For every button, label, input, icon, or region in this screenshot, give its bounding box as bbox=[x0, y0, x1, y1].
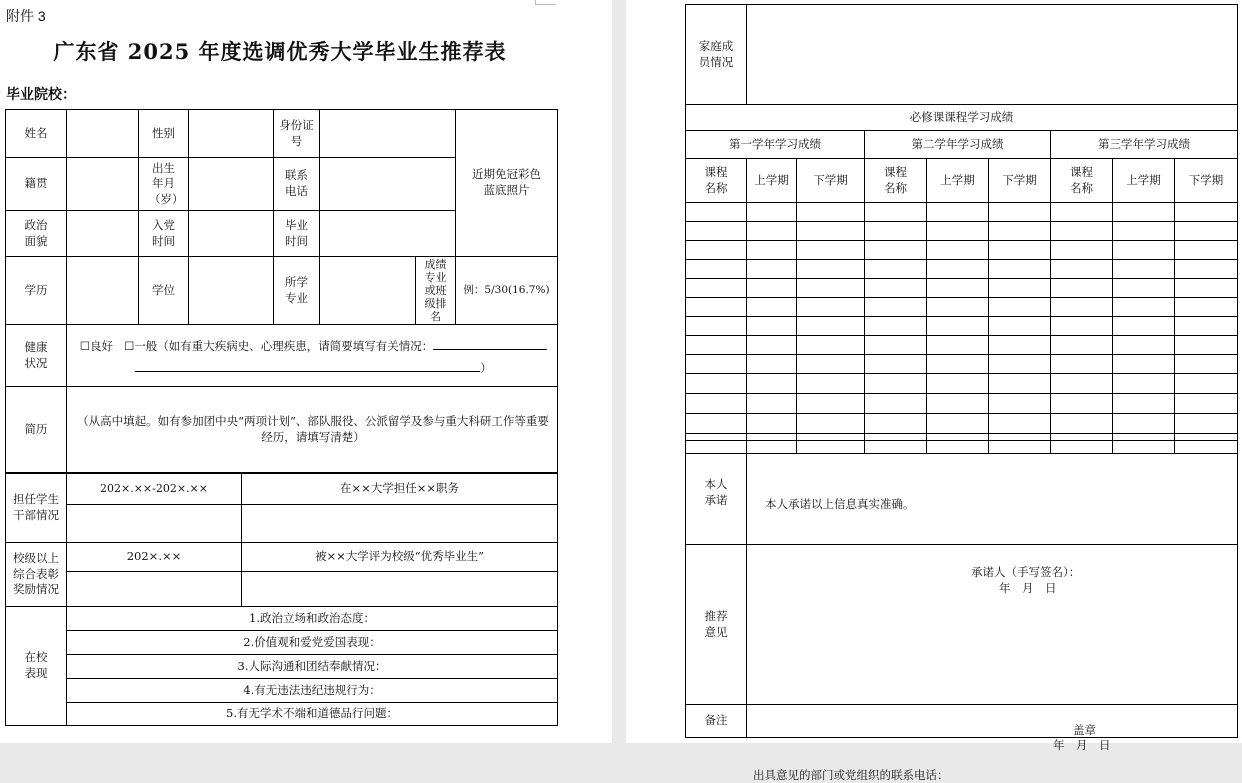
perf-item[interactable]: 4.有无违法违纪违规行为： bbox=[67, 679, 558, 703]
phone-label: 联系电话 bbox=[274, 158, 320, 211]
course-name-header: 课程名称 bbox=[1051, 159, 1113, 203]
course-cell[interactable] bbox=[865, 279, 927, 298]
course-cell[interactable] bbox=[797, 279, 865, 298]
course-cell[interactable] bbox=[1175, 203, 1238, 222]
course-cell[interactable] bbox=[1051, 414, 1113, 434]
course-cell[interactable] bbox=[747, 203, 797, 222]
course-cell[interactable] bbox=[797, 298, 865, 317]
native-place-label: 籍贯 bbox=[6, 158, 67, 211]
course-cell[interactable] bbox=[1113, 279, 1175, 298]
degree-field[interactable] bbox=[189, 257, 274, 325]
course-cell[interactable] bbox=[1175, 298, 1238, 317]
course-cell[interactable] bbox=[989, 222, 1051, 241]
course-cell[interactable] bbox=[747, 298, 797, 317]
attachment-label: 附件 3 bbox=[6, 6, 46, 26]
course-cell[interactable] bbox=[747, 414, 797, 434]
course-cell[interactable] bbox=[686, 222, 747, 241]
perf-item[interactable]: 1.政治立场和政治态度： bbox=[67, 607, 558, 631]
stamp-label: 盖章 bbox=[1073, 723, 1096, 739]
term2-header: 下学期 bbox=[797, 159, 865, 203]
course-cell[interactable] bbox=[1051, 374, 1113, 394]
course-cell[interactable] bbox=[927, 260, 989, 279]
cadre-period[interactable]: 202×.××-202×.×× bbox=[67, 474, 242, 505]
course-cell[interactable] bbox=[1051, 336, 1113, 355]
course-cell[interactable] bbox=[1175, 241, 1238, 260]
major-field[interactable] bbox=[320, 257, 416, 325]
resume-label: 简历 bbox=[6, 387, 67, 473]
cadre-duty-blank[interactable] bbox=[242, 505, 558, 543]
course-cell[interactable] bbox=[989, 298, 1051, 317]
course-cell[interactable] bbox=[989, 260, 1051, 279]
course-rows bbox=[686, 203, 1238, 454]
course-cell[interactable] bbox=[797, 241, 865, 260]
course-cell[interactable] bbox=[1113, 203, 1175, 222]
term1-header: 上学期 bbox=[747, 159, 797, 203]
education-label: 学历 bbox=[6, 257, 67, 325]
name-label: 姓名 bbox=[6, 110, 67, 158]
year1-header: 第一学年学习成绩 bbox=[686, 131, 865, 159]
course-cell[interactable] bbox=[747, 336, 797, 355]
course-cell[interactable] bbox=[686, 298, 747, 317]
health-label: 健康状况 bbox=[6, 325, 67, 387]
course-cell[interactable] bbox=[686, 203, 747, 222]
promisor-signature[interactable]: 承诺人（手写签名）： bbox=[971, 565, 1080, 581]
political-field[interactable] bbox=[67, 211, 139, 257]
term2-header: 下学期 bbox=[1175, 159, 1238, 203]
cadre-label: 担任学生干部情况 bbox=[6, 474, 67, 543]
course-cell[interactable] bbox=[686, 374, 747, 394]
personal-info-table bbox=[5, 109, 558, 473]
course-cell[interactable] bbox=[989, 279, 1051, 298]
perf-item[interactable]: 5.有无学术不端和道德品行问题： bbox=[67, 703, 558, 726]
performance-table bbox=[5, 606, 558, 726]
course-name-header: 课程名称 bbox=[686, 159, 747, 203]
course-cell[interactable] bbox=[1051, 279, 1113, 298]
course-cell[interactable] bbox=[927, 394, 989, 414]
course-cell[interactable] bbox=[1175, 414, 1238, 434]
course-cell[interactable] bbox=[797, 336, 865, 355]
term2-header: 下学期 bbox=[989, 159, 1051, 203]
course-cell[interactable] bbox=[1175, 222, 1238, 241]
checkbox-normal[interactable]: ☐ bbox=[124, 339, 134, 353]
health-good-label: 良好 bbox=[90, 339, 113, 353]
course-cell[interactable] bbox=[1051, 355, 1113, 374]
school-label: 毕业院校： bbox=[6, 84, 76, 104]
course-cell[interactable] bbox=[865, 298, 927, 317]
health-detail-line2[interactable] bbox=[135, 359, 480, 372]
birth-field[interactable] bbox=[189, 158, 274, 211]
course-cell[interactable] bbox=[865, 414, 927, 434]
course-cell[interactable] bbox=[989, 355, 1051, 374]
course-cell[interactable] bbox=[927, 336, 989, 355]
course-cell[interactable] bbox=[747, 279, 797, 298]
promise-label: 本人承诺 bbox=[686, 441, 747, 545]
cadre-duty[interactable]: 在××大学担任××职务 bbox=[242, 474, 558, 505]
recommend-date[interactable]: 年 月 日 bbox=[1053, 738, 1111, 754]
course-cell[interactable] bbox=[1113, 260, 1175, 279]
course-cell[interactable] bbox=[686, 279, 747, 298]
course-cell[interactable] bbox=[989, 336, 1051, 355]
course-cell[interactable] bbox=[927, 374, 989, 394]
native-place-field[interactable] bbox=[67, 158, 139, 211]
course-cell[interactable] bbox=[1175, 260, 1238, 279]
course-cell[interactable] bbox=[927, 355, 989, 374]
course-cell[interactable] bbox=[1175, 374, 1238, 394]
course-cell[interactable] bbox=[927, 298, 989, 317]
course-name-header: 课程名称 bbox=[865, 159, 927, 203]
course-cell[interactable] bbox=[686, 260, 747, 279]
course-cell[interactable] bbox=[747, 241, 797, 260]
course-cell[interactable] bbox=[1051, 203, 1113, 222]
course-cell[interactable] bbox=[686, 336, 747, 355]
perf-item[interactable]: 2.价值观和爱党爱国表现： bbox=[67, 631, 558, 655]
course-cell[interactable] bbox=[865, 241, 927, 260]
phone-field[interactable] bbox=[320, 158, 456, 211]
course-cell[interactable] bbox=[1051, 241, 1113, 260]
photo-box[interactable] bbox=[456, 110, 558, 257]
course-cell[interactable] bbox=[747, 260, 797, 279]
course-cell[interactable] bbox=[927, 414, 989, 434]
course-cell[interactable] bbox=[686, 414, 747, 434]
family-courses-table bbox=[685, 4, 1238, 454]
term1-header: 上学期 bbox=[1113, 159, 1175, 203]
course-cell[interactable] bbox=[797, 317, 865, 336]
course-cell[interactable] bbox=[865, 203, 927, 222]
birth-label: 出生年月（岁） bbox=[139, 158, 189, 211]
name-field[interactable] bbox=[67, 110, 139, 158]
course-cell[interactable] bbox=[1113, 298, 1175, 317]
course-cell[interactable] bbox=[1113, 394, 1175, 414]
course-cell[interactable] bbox=[1113, 241, 1175, 260]
activities-table bbox=[5, 473, 558, 607]
ranking-label: 成绩专业或班级排名 bbox=[416, 257, 456, 325]
course-cell[interactable] bbox=[989, 203, 1051, 222]
ranking-example[interactable]: 例：5/30(16.7%) bbox=[456, 257, 558, 325]
course-cell[interactable] bbox=[865, 260, 927, 279]
checkbox-good[interactable]: ☐ bbox=[80, 339, 90, 353]
course-cell[interactable] bbox=[1051, 394, 1113, 414]
promise-date[interactable]: 年 月 日 bbox=[999, 581, 1057, 597]
course-cell[interactable] bbox=[989, 414, 1051, 434]
family-field[interactable] bbox=[747, 5, 1238, 105]
recommend-label: 推荐意见 bbox=[686, 545, 747, 705]
course-cell[interactable] bbox=[989, 394, 1051, 414]
course-cell[interactable] bbox=[747, 317, 797, 336]
party-time-label: 入党时间 bbox=[139, 211, 189, 257]
course-cell[interactable] bbox=[989, 241, 1051, 260]
course-cell[interactable] bbox=[927, 241, 989, 260]
award-date[interactable]: 202×.×× bbox=[67, 543, 242, 572]
course-cell[interactable] bbox=[1113, 374, 1175, 394]
grad-time-field[interactable] bbox=[320, 211, 456, 257]
course-cell[interactable] bbox=[686, 394, 747, 414]
party-time-field[interactable] bbox=[189, 211, 274, 257]
award-date-blank[interactable] bbox=[67, 572, 242, 607]
political-label: 政治面貌 bbox=[6, 211, 67, 257]
course-cell[interactable] bbox=[927, 203, 989, 222]
course-cell[interactable] bbox=[865, 394, 927, 414]
performance-label: 在校表现 bbox=[6, 607, 67, 726]
id-number-label: 身份证号 bbox=[274, 110, 320, 158]
course-cell[interactable] bbox=[1051, 317, 1113, 336]
course-cell[interactable] bbox=[1175, 336, 1238, 355]
course-cell[interactable] bbox=[747, 222, 797, 241]
course-cell[interactable] bbox=[927, 279, 989, 298]
course-cell[interactable] bbox=[1113, 317, 1175, 336]
major-label: 所学专业 bbox=[274, 257, 320, 325]
course-cell[interactable] bbox=[1113, 355, 1175, 374]
course-cell[interactable] bbox=[865, 374, 927, 394]
term1-header: 上学期 bbox=[927, 159, 989, 203]
photo-hint: 近期免冠彩色蓝底照片 bbox=[472, 167, 541, 197]
course-cell[interactable] bbox=[1051, 222, 1113, 241]
course-cell[interactable] bbox=[747, 394, 797, 414]
course-cell[interactable] bbox=[1113, 222, 1175, 241]
contact-phone-label[interactable]: 出具意见的部门或党组织的联系电话： bbox=[753, 768, 949, 783]
course-cell[interactable] bbox=[989, 374, 1051, 394]
gender-field[interactable] bbox=[189, 110, 274, 158]
course-cell[interactable] bbox=[797, 374, 865, 394]
course-cell[interactable] bbox=[989, 317, 1051, 336]
page-corner-mark bbox=[535, 0, 556, 5]
health-normal-label: 一般（如有重大疾病史、心理疾患，请简要填写有关情况： bbox=[134, 339, 433, 353]
course-cell[interactable] bbox=[865, 222, 927, 241]
promise-field[interactable] bbox=[747, 441, 1238, 545]
course-cell[interactable] bbox=[1175, 279, 1238, 298]
resume-field[interactable] bbox=[67, 387, 558, 473]
grad-time-label: 毕业时间 bbox=[274, 211, 320, 257]
right-page bbox=[626, 0, 1242, 743]
course-cell[interactable] bbox=[865, 317, 927, 336]
course-cell[interactable] bbox=[1051, 298, 1113, 317]
course-cell[interactable] bbox=[747, 374, 797, 394]
course-cell[interactable] bbox=[927, 317, 989, 336]
promise-table bbox=[685, 440, 1238, 738]
award-desc-blank[interactable] bbox=[242, 572, 558, 607]
course-cell[interactable] bbox=[747, 355, 797, 374]
degree-label: 学位 bbox=[139, 257, 189, 325]
remarks-label: 备注 bbox=[686, 705, 747, 738]
course-cell[interactable] bbox=[797, 260, 865, 279]
course-cell[interactable] bbox=[686, 355, 747, 374]
course-cell[interactable] bbox=[797, 394, 865, 414]
year3-header: 第三学年学习成绩 bbox=[1051, 131, 1238, 159]
resume-hint: （从高中填起。如有参加团中央“两项计划”、部队服役、公派留学及参与重大科研工作等重要经历，请填写清楚） bbox=[77, 414, 549, 444]
course-cell[interactable] bbox=[1175, 394, 1238, 414]
id-number-field[interactable] bbox=[320, 110, 456, 158]
course-cell[interactable] bbox=[1175, 355, 1238, 374]
course-cell[interactable] bbox=[797, 414, 865, 434]
course-cell[interactable] bbox=[1175, 317, 1238, 336]
remarks-field[interactable] bbox=[747, 705, 1238, 738]
course-cell[interactable] bbox=[865, 355, 927, 374]
courses-title: 必修课课程学习成绩 bbox=[686, 105, 1238, 131]
course-cell[interactable] bbox=[865, 336, 927, 355]
course-cell[interactable] bbox=[927, 222, 989, 241]
course-cell[interactable] bbox=[797, 222, 865, 241]
award-desc[interactable]: 被××大学评为校级“优秀毕业生” bbox=[242, 543, 558, 572]
health-field[interactable] bbox=[67, 325, 558, 387]
promise-text: 本人承诺以上信息真实准确。 bbox=[765, 497, 915, 513]
year2-header: 第二学年学习成绩 bbox=[865, 131, 1051, 159]
health-close: ） bbox=[480, 361, 492, 375]
award-label: 校级以上综合表彰奖励情况 bbox=[6, 543, 67, 607]
course-cell[interactable] bbox=[797, 203, 865, 222]
left-page bbox=[0, 0, 612, 743]
course-cell[interactable] bbox=[686, 317, 747, 336]
course-cell[interactable] bbox=[686, 241, 747, 260]
course-cell[interactable] bbox=[1113, 414, 1175, 434]
course-cell[interactable] bbox=[1051, 260, 1113, 279]
perf-item[interactable]: 3.人际沟通和团结奉献情况： bbox=[67, 655, 558, 679]
cadre-period-blank[interactable] bbox=[67, 505, 242, 543]
form-title: 广东省 2025 年度选调优秀大学毕业生推荐表 bbox=[0, 36, 560, 66]
education-field[interactable] bbox=[67, 257, 139, 325]
course-cell[interactable] bbox=[797, 355, 865, 374]
family-label: 家庭成员情况 bbox=[686, 5, 747, 105]
health-detail-line[interactable] bbox=[433, 337, 547, 350]
gender-label: 性别 bbox=[139, 110, 189, 158]
course-cell[interactable] bbox=[1113, 336, 1175, 355]
